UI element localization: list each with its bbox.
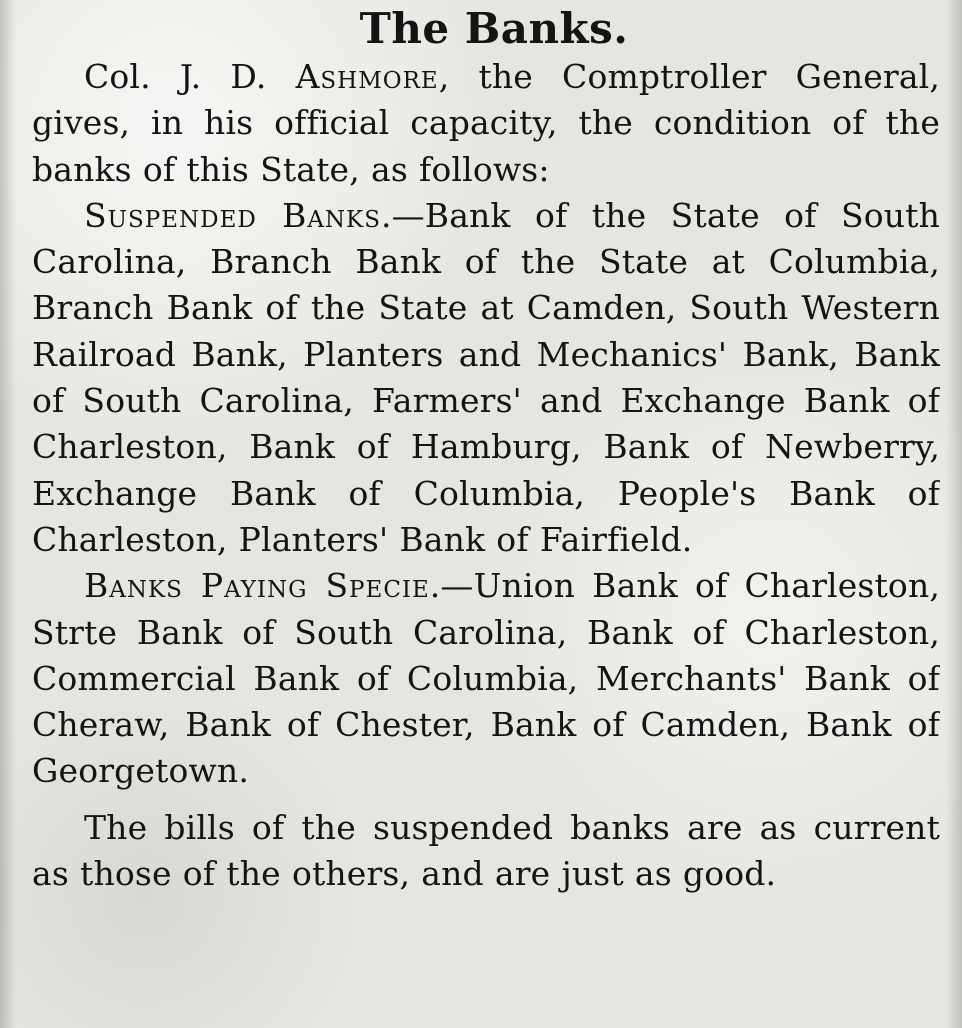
banks-paying-specie-paragraph	[32, 563, 940, 794]
article-title: The Banks.	[359, 4, 629, 53]
scan-shadow-left	[0, 0, 16, 1028]
suspended-banks-heading: Suspended Banks	[84, 195, 381, 235]
intro-lead: Col. J. D.	[84, 57, 267, 96]
intro-name: Ashmore	[295, 57, 439, 96]
banks-paying-specie-text: .—Union Bank of Charleston, Strte Bank of South Carolina, Bank of Charleston, Commercial Bank of Columbia, Merchants' Bank of Cheraw, Bank of Chester, Bank of Camden, Bank of Georgetown.	[32, 566, 940, 791]
closing-paragraph: The bills of the suspended banks are as current as those of the others, and are just as good.	[32, 807, 940, 894]
banks-paying-specie-heading: Banks Paying Specie	[84, 566, 430, 606]
intro-paragraph	[32, 54, 940, 193]
intro-rest: , the Comptroller General, gives, in his official capacity, the condition of the banks of this State, as follows:	[32, 57, 940, 189]
scan-shadow-right	[946, 0, 962, 1028]
article-column	[32, 4, 940, 1024]
suspended-banks-paragraph	[32, 193, 940, 563]
suspended-banks-text: .—Bank of the State of South Carolina, Branch Bank of the State at Columbia, Branch Bank of the State at Camden, South Western Railroad Bank, Planters and Mechanics' Bank, Bank of South Carolina, Farmers' and Exchange Bank of Charleston, Bank of Hamburg, Bank of Newberry, Exchange Bank of Columbia, People's Bank of Charleston, Planters' Bank of Fairfield.	[32, 195, 940, 559]
